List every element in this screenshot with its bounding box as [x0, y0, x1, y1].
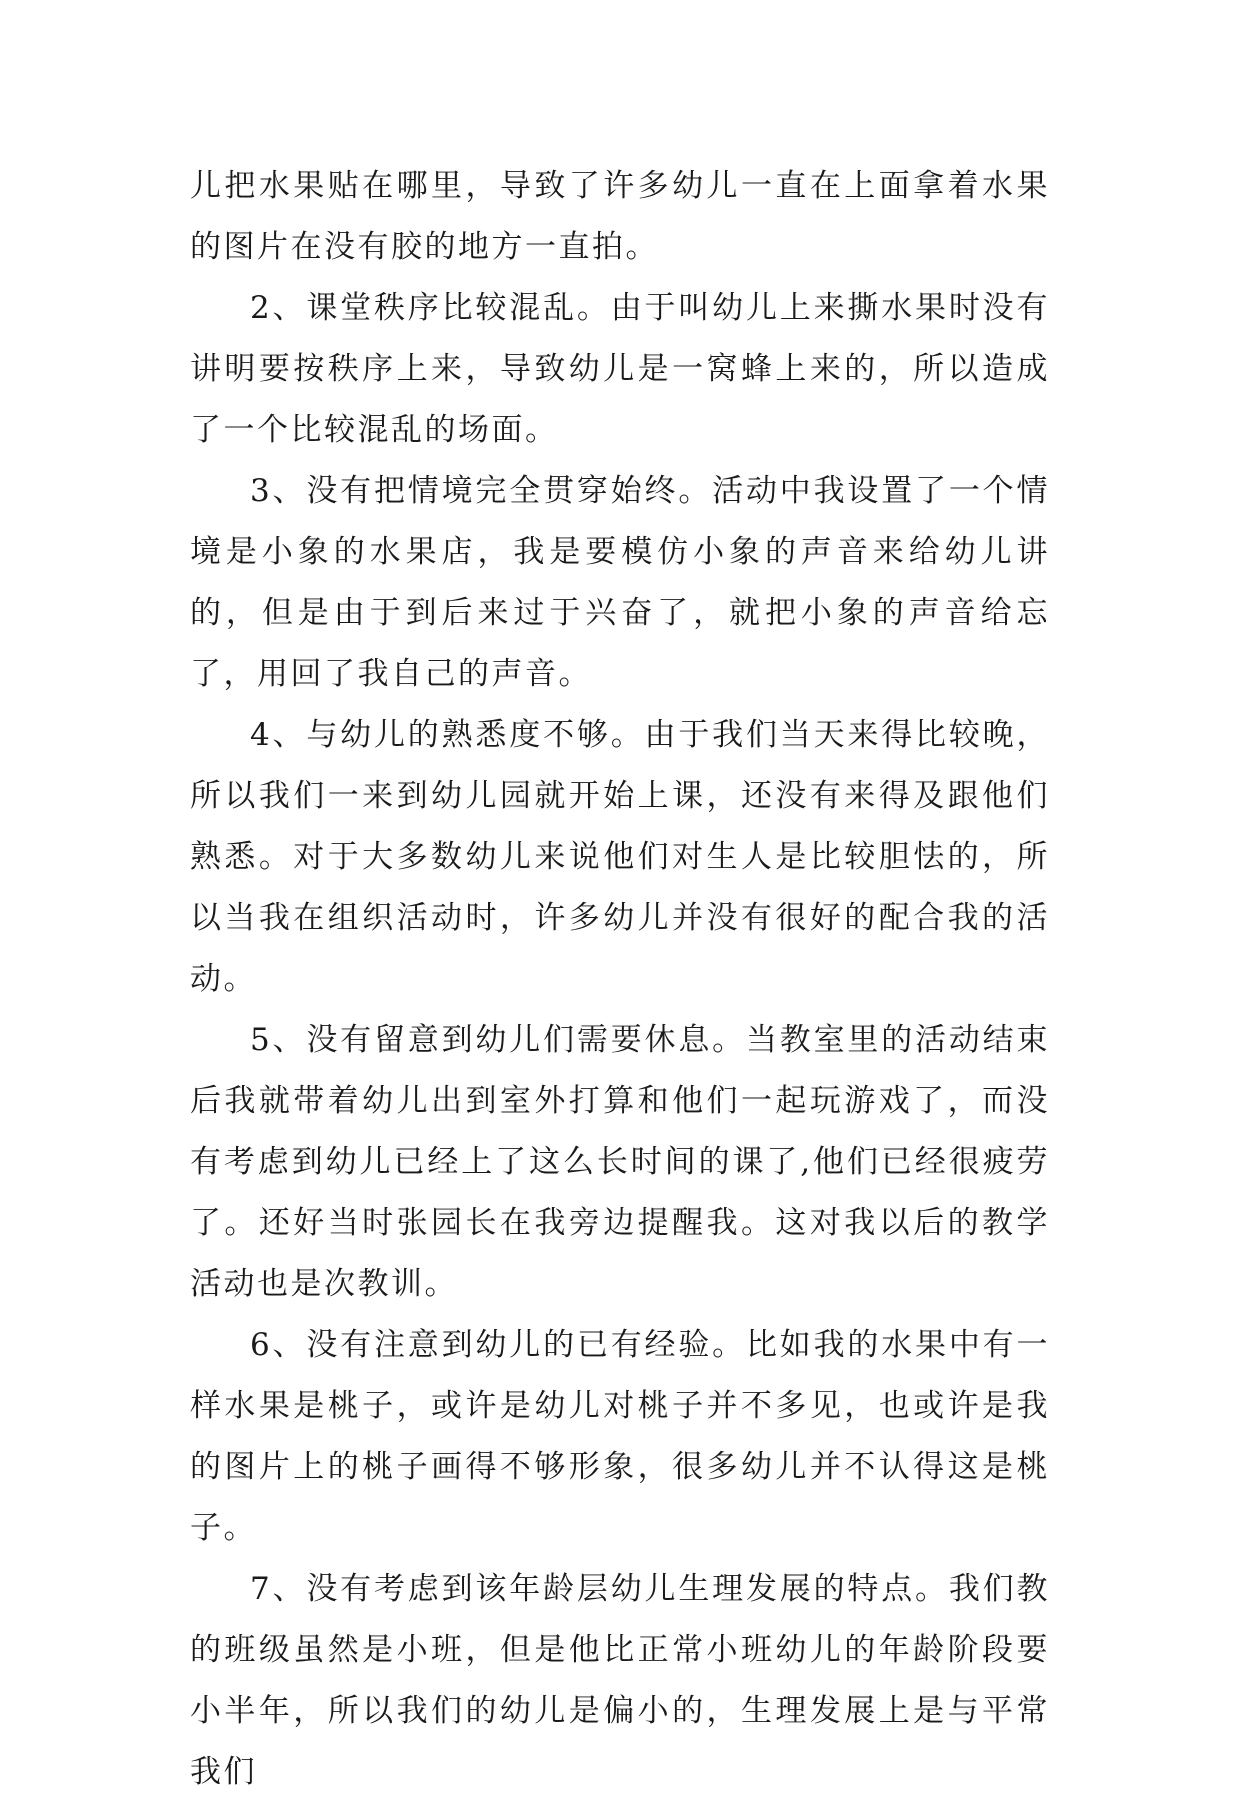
paragraph-7: 7、没有考虑到该年龄层幼儿生理发展的特点。我们教的班级虽然是小班，但是他比正常小班幼儿的年龄阶段要小半年，所以我们的幼儿是偏小的，生理发展上是与平常我们: [190, 1571, 1050, 1790]
body-text: [190, 156, 1050, 1803]
paragraph-2: 2、课堂秩序比较混乱。由于叫幼儿上来撕水果时没有讲明要按秩序上来，导致幼儿是一窝蜂上来的，所以造成了一个比较混乱的场面。: [190, 290, 1050, 448]
paragraph-3: 3、没有把情境完全贯穿始终。活动中我设置了一个情境是小象的水果店，我是要模仿小象的声音来给幼儿讲的，但是由于到后来过于兴奋了，就把小象的声音给忘了，用回了我自己的声音。: [190, 473, 1050, 692]
paragraph-6: 6、没有注意到幼儿的已有经验。比如我的水果中有一样水果是桃子，或许是幼儿对桃子并不多见，也或许是我的图片上的桃子画得不够形象，很多幼儿并不认得这是桃子。: [190, 1327, 1050, 1546]
paragraph-4: 4、与幼儿的熟悉度不够。由于我们当天来得比较晚，所以我们一来到幼儿园就开始上课，还没有来得及跟他们熟悉。对于大多数幼儿来说他们对生人是比较胆怯的，所以当我在组织活动时，许多幼儿并没有很好的配合我的活动。: [190, 717, 1050, 997]
paragraph-5: 5、没有留意到幼儿们需要休息。当教室里的活动结束后我就带着幼儿出到室外打算和他们一起玩游戏了，而没有考虑到幼儿已经上了这么长时间的课了,他们已经很疲劳了。还好当时张园长在我旁边提醒我。这对我以后的教学活动也是次教训。: [190, 1022, 1050, 1302]
paragraph-1: 儿把水果贴在哪里，导致了许多幼儿一直在上面拿着水果的图片在没有胶的地方一直拍。: [190, 168, 1050, 265]
